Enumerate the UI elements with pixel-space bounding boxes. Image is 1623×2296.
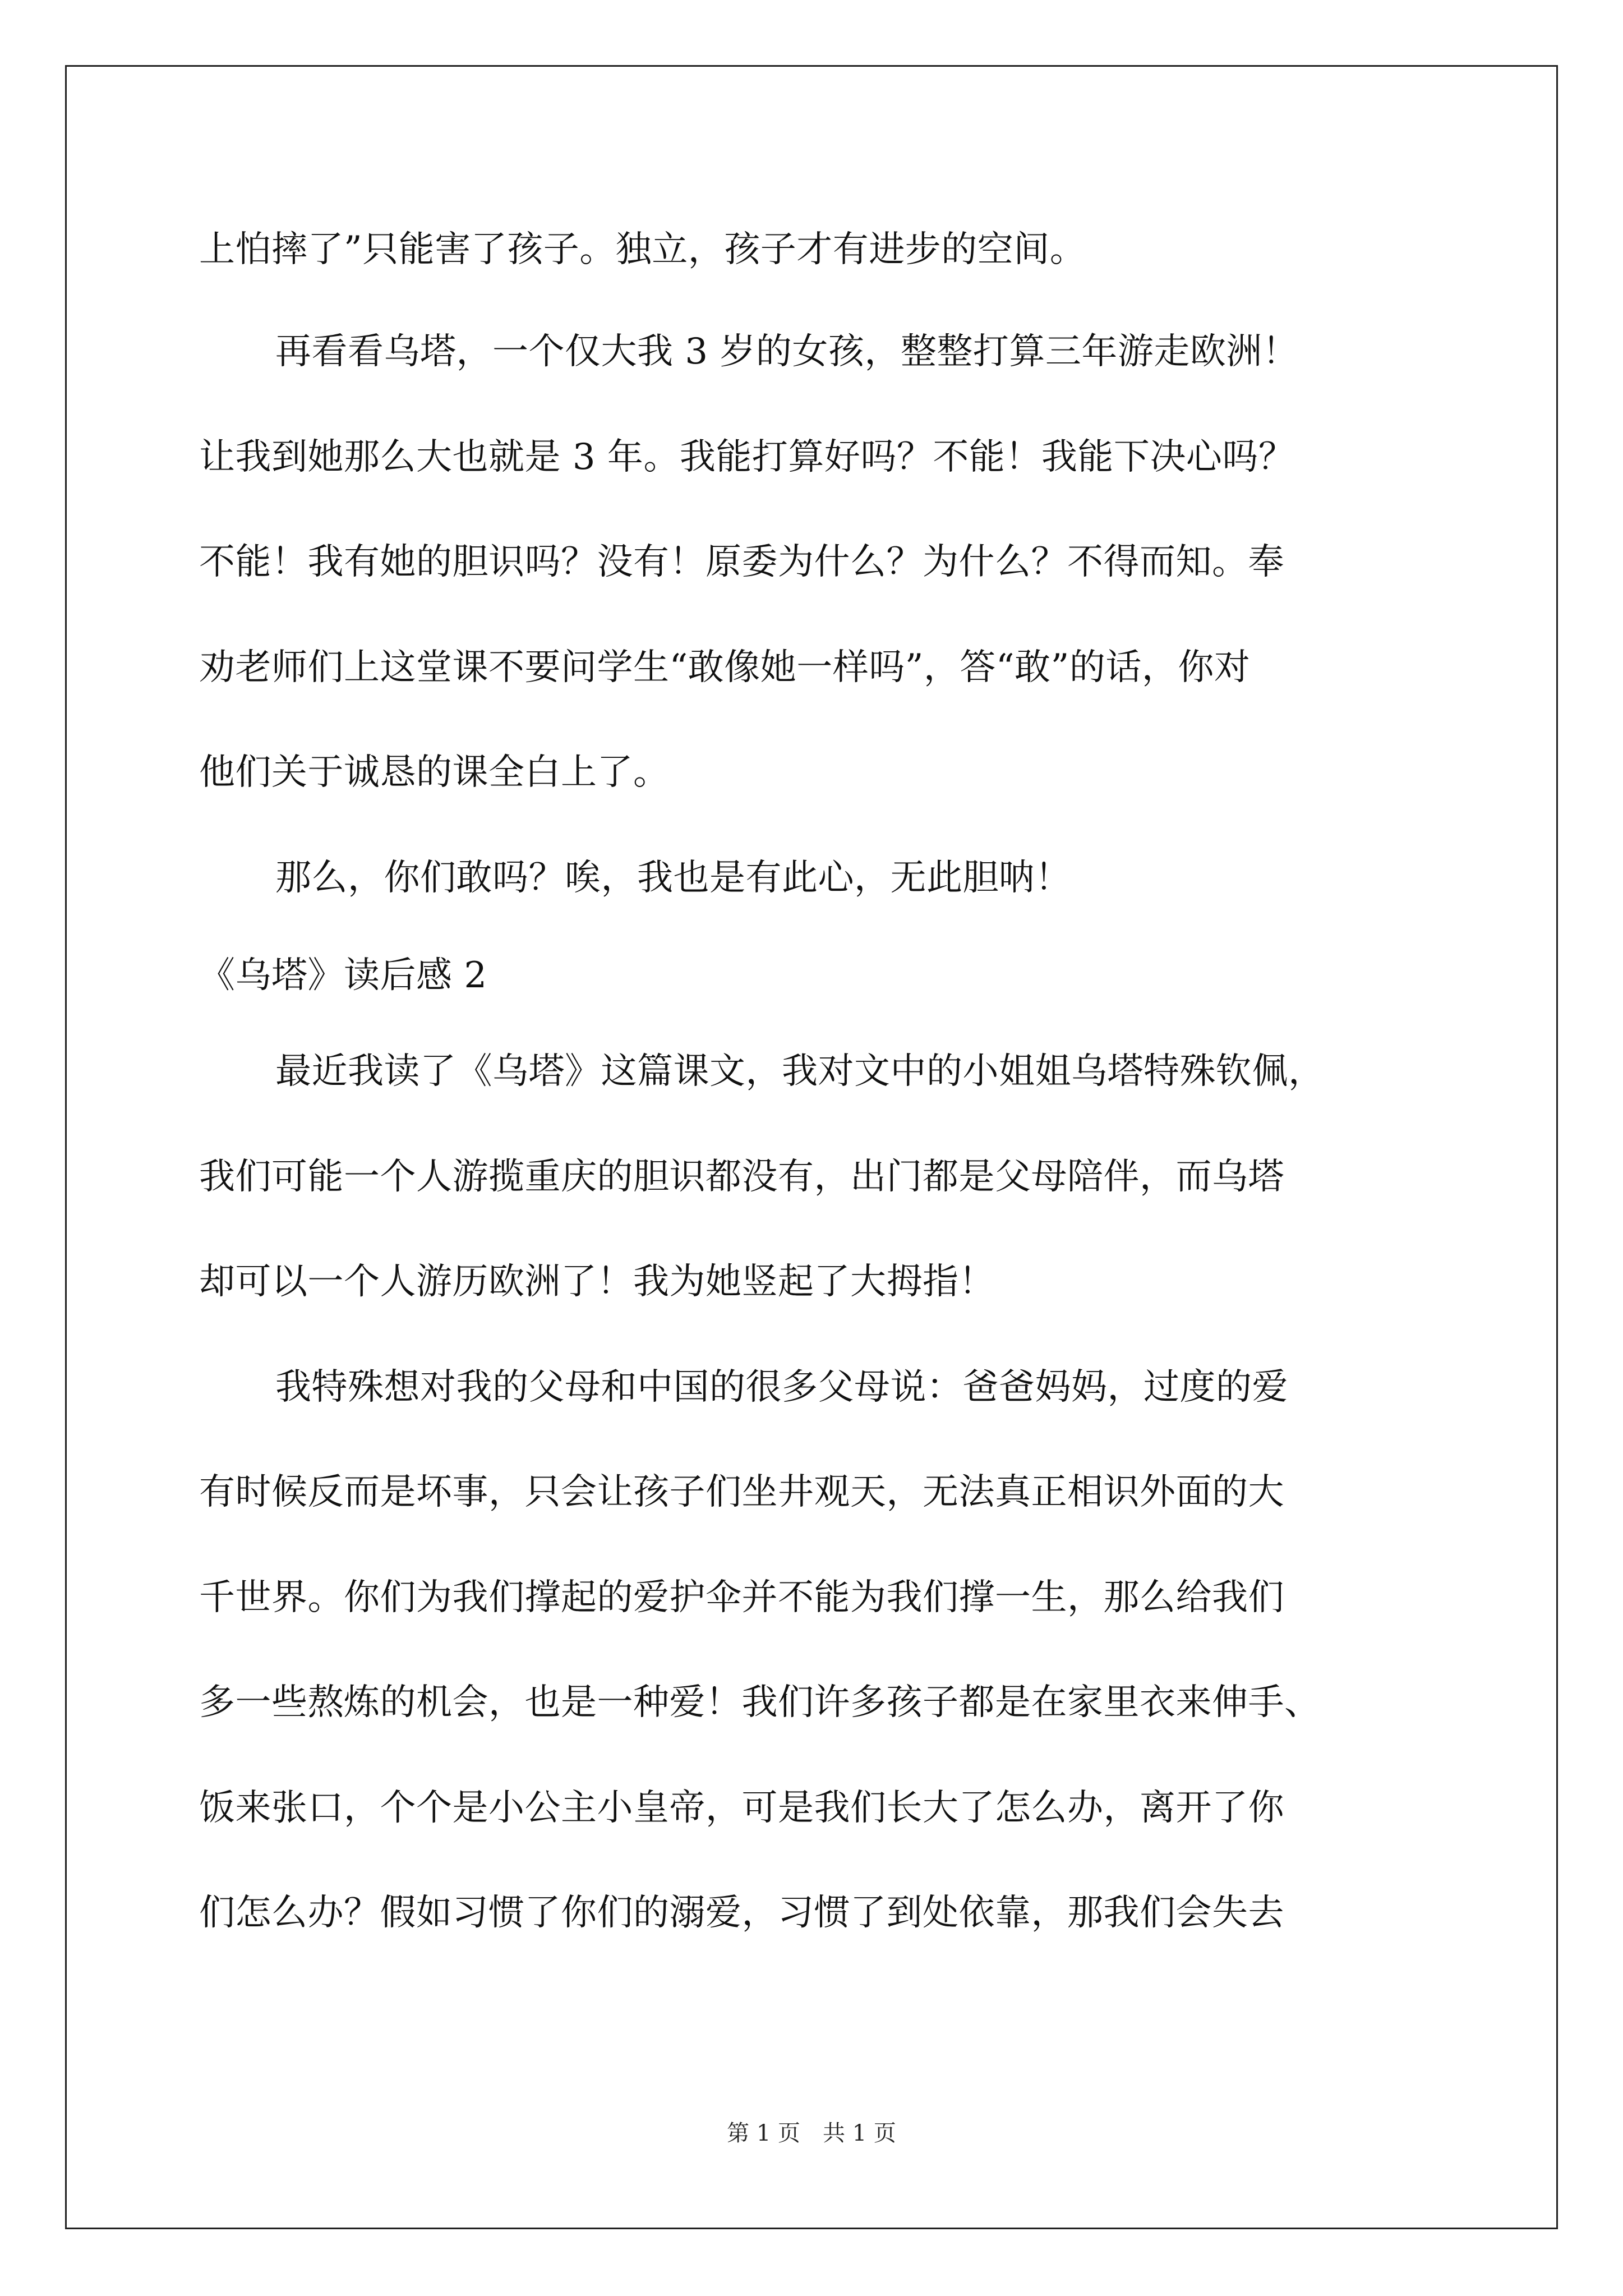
text-line: 千世界。你们为我们撑起的爱护伞并不能为我们撑一生，那么给我们 [199, 1577, 1284, 1618]
paragraph-line: 我特殊想对我的父母和中国的很多父母说：爸爸妈妈，过度的爱 [275, 1366, 1288, 1408]
paragraph-line: 最近我读了《乌塔》这篇课文，我对文中的小姐姐乌塔特殊钦佩， [275, 1051, 1325, 1092]
text-line: 上怕摔了”只能害了孩子。独立，孩子才有进步的空间。 [199, 229, 1086, 270]
paragraph-line: 那么，你们敢吗？唉，我也是有此心，无此胆呐！ [275, 857, 1071, 899]
page-number-footer: 第 1 页 共 1 页 [727, 2120, 896, 2146]
text-line: 不能！我有她的胆识吗？没有！原委为什么？为什么？不得而知。奉 [199, 541, 1284, 583]
section-title: 《乌塔》读后感 2 [199, 955, 487, 996]
text-line: 却可以一个人游历欧洲了！我为她竖起了大拇指！ [199, 1261, 995, 1303]
text-line: 劝老师们上这堂课不要问学生“敢像她一样吗”，答“敢”的话，你对 [199, 647, 1251, 688]
text-line: 多一些熬炼的机会，也是一种爱！我们许多孩子都是在家里衣来伸手、 [199, 1682, 1321, 1723]
text-line: 我们可能一个人游揽重庆的胆识都没有，出门都是父母陪伴，而乌塔 [199, 1156, 1284, 1198]
text-line: 们怎么办？假如习惯了你们的溺爱，习惯了到处依靠，那我们会失去 [199, 1892, 1284, 1934]
text-line: 他们关于诚恳的课全白上了。 [199, 752, 670, 793]
text-line: 有时候反而是坏事，只会让孩子们坐井观天，无法真正相识外面的大 [199, 1471, 1284, 1513]
paragraph-line: 再看看乌塔，一个仅大我 3 岁的女孩，整整打算三年游走欧洲！ [275, 331, 1299, 372]
text-line: 让我到她那么大也就是 3 年。我能打算好吗？不能！我能下决心吗？ [199, 436, 1295, 478]
text-line: 饭来张口，个个是小公主小皇帝，可是我们长大了怎么办，离开了你 [199, 1787, 1284, 1829]
